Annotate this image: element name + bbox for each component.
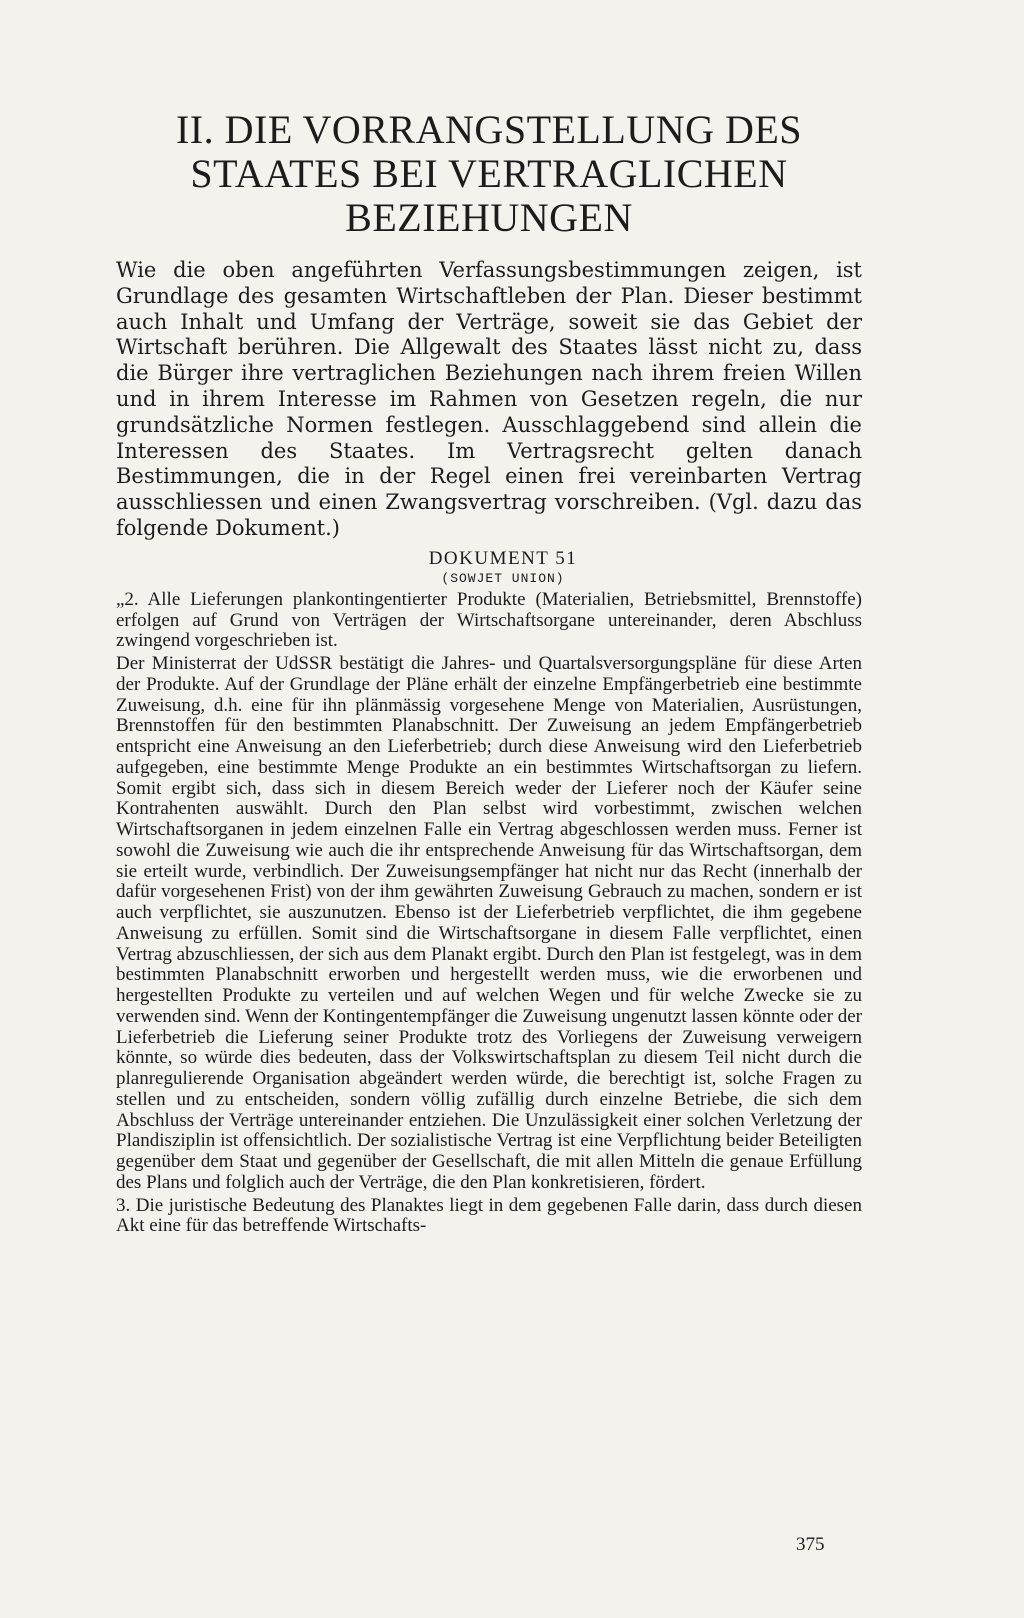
- chapter-title-line-2: STAATES BEI VERTRAGLICHEN: [190, 151, 788, 196]
- document-title: DOKUMENT 51: [428, 547, 578, 569]
- document-paragraph-1: „2. Alle Lieferungen plankontingentierter Produkte (Materialien, Betriebsmittel, Brennstoffe) erfolgen auf Grund von Verträgen der Wirtschaftsorgane untereinander, deren Abschluss zwingend vorgeschrieben ist.: [116, 588, 862, 652]
- intro-paragraph: Wie die oben angeführten Verfassungsbestimmungen zeigen, ist Grundlage des gesamten Wirtschaftleben der Plan. Dieser bestimmt auch Inhalt und Umfang der Verträge, soweit sie das Gebiet der Wirtschaft berühren. Die Allgewalt des Staates lässt nicht zu, dass die Bürger ihre vertraglichen Beziehungen nach ihrem freien Willen und in ihrem Interesse im Rahmen von Gesetzen regeln, die nur grundsätzliche Normen festlegen. Ausschlaggebend sind allein die Interessen des Staates. Im Vertragsrecht gelten danach Bestimmungen, die in der Regel einen frei vereinbarten Vertrag ausschliessen und einen Zwangsvertrag vorschreiben. (Vgl. dazu das folgende Dokument.): [116, 258, 862, 540]
- document-heading: [116, 548, 862, 588]
- document-paragraph-2: Der Ministerrat der UdSSR bestätigt die Jahres- und Quartalsversorgungspläne für diese Arten der Produkte. Auf der Grundlage der Pläne erhält der einzelne Empfängerbetrieb eine bestimmte Zuweisung, d.h. eine für ihn plänmässig vorgesehene Menge von Materialien, Ausrüstungen, Brennstoffen für den bestimmten Planabschnitt. Der Zuweisung an jedem Empfängerbetrieb entspricht eine Anweisung an den Lieferbetrieb; durch diese Anweisung wird den Lieferbetrieb aufgegeben, eine bestimmte Menge Produkte an ein bestimmtes Wirtschaftsorgan zu liefern. Somit ergibt sich, dass sich in diesem Bereich weder der Lieferer noch der Käufer seine Kontrahenten auswählt. Durch den Plan selbst wird vorbestimmt, zwischen welchen Wirtschaftsorganen in jedem einzelnen Falle ein Vertrag abgeschlossen werden muss. Ferner ist sowohl die Zuweisung wie auch die ihr entsprechende Anweisung für das Wirtschaftsorgan, dem sie erteilt wurde, verbindlich. Der Zuweisungsempfänger hat nicht nur das Recht (innerhalb der dafür vorgesehenen Frist) von der ihm gewährten Zuweisung Gebrauch zu machen, sondern er ist auch verpflichtet, sie auszunutzen. Ebenso ist der Lieferbetrieb verpflichtet, die ihm gegebene Anweisung zu erfüllen. Somit sind die Wirtschaftsorgane in diesem Falle verpflichtet, einen Vertrag abzuschliessen, der sich aus dem Planakt ergibt. Durch den Plan ist festgelegt, was in dem bestimmten Planabschnitt erworben und hergestellt werden muss, wie die erworbenen und hergestellten Produkte zu verteilen und auf welchen Wegen und für welche Zwecke sie zu verwenden sind. Wenn der Kontingentempfänger die Zuweisung ungenutzt lassen könnte oder der Lieferbetrieb die Lieferung seiner Produkte trotz des Vorliegens der Zuweisung verweigern könnte, so würde dies bedeuten, dass der Volkswirtschaftsplan zu diesem Teil nicht durch die planregulierende Organisation abgeändert werden würde, die berechtigt ist, solche Fragen zu stellen und zu entscheiden, sondern völlig zufällig durch einzelne Betriebe, die sich dem Abschluss der Verträge untereinander entziehen. Die Unzulässigkeit einer solchen Verletzung der Plandisziplin ist offensichtlich. Der sozialistische Vertrag ist eine Verpflichtung beider Beteiligten gegenüber dem Staat und gegenüber der Gesellschaft, die mit allen Mitteln die genaue Erfüllung des Plans und folglich auch der Verträge, die den Plan konkretisieren, fördert.: [116, 653, 862, 1193]
- page-number: 375: [796, 1534, 825, 1555]
- chapter-title-line-1: II. DIE VORRANGSTELLUNG DES: [175, 107, 803, 152]
- document-paragraph-3: 3. Die juristische Bedeutung des Planaktes liegt in dem gegebenen Falle darin, dass durch diesen Akt eine für das betreffende Wirtschafts-: [116, 1194, 862, 1237]
- chapter-title: [116, 108, 862, 240]
- chapter-title-line-3: BEZIEHUNGEN: [345, 195, 633, 240]
- document-subtitle: (SOWJET UNION): [441, 570, 565, 586]
